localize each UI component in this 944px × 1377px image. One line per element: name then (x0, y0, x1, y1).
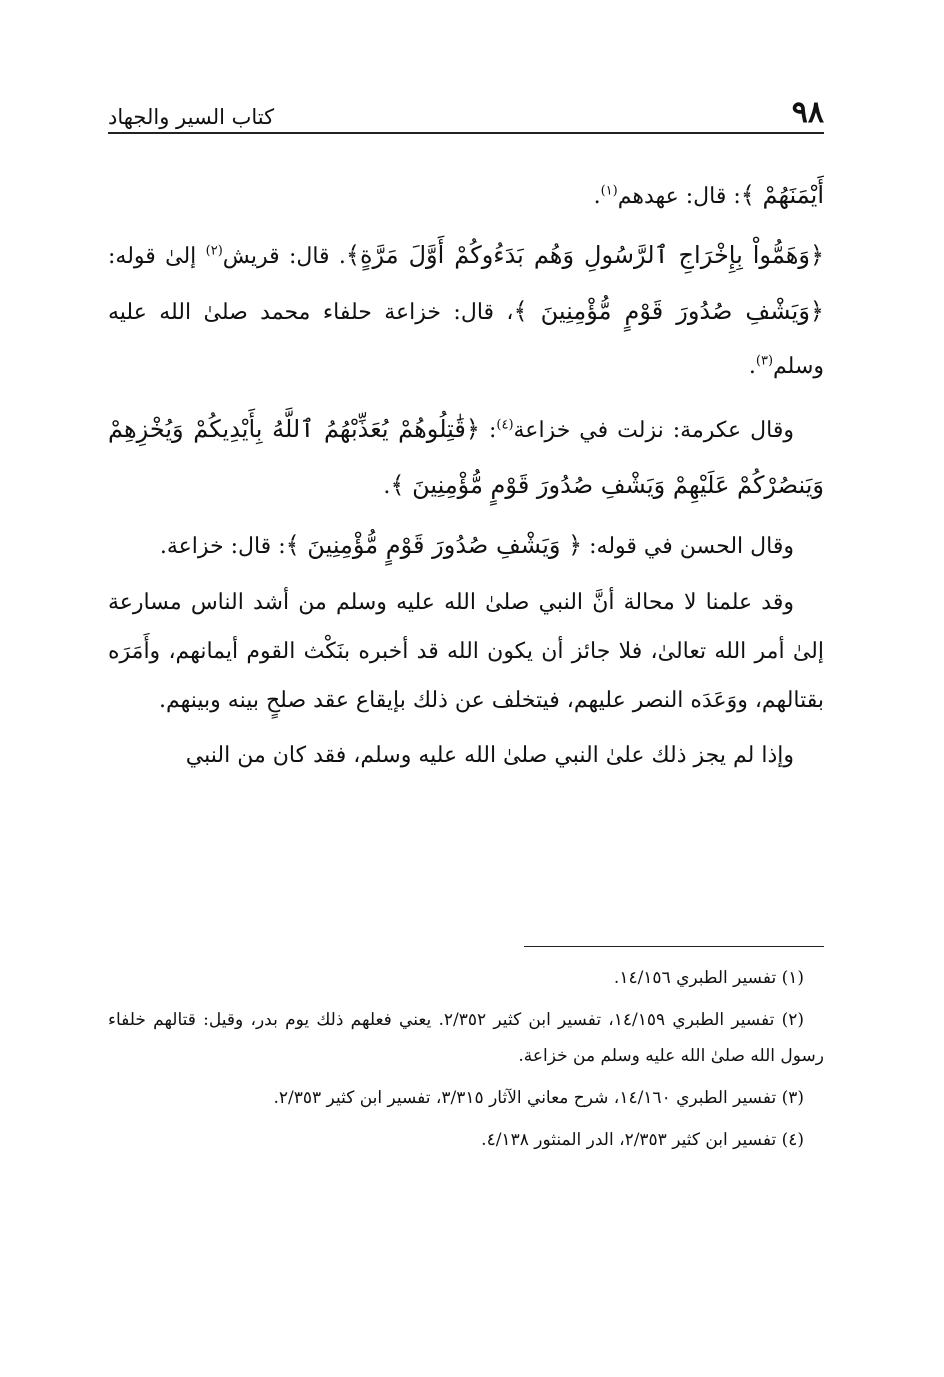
quran-verse: ﴿وَيَشْفِ صُدُورَ قَوْمٍ مُّؤْمِنِينَ ﴾ (513, 297, 824, 325)
paragraph-text: . قال: قريش (222, 244, 346, 269)
page-header (108, 88, 824, 134)
footnote-4: (٤) تفسير ابن كثير ٢/٣٥٣، الدر المنثور ٤/١٣٨. (481, 1130, 804, 1150)
paragraph-6 (108, 729, 824, 783)
quran-verse: أَيْمَنَهُمْ ﴾ (740, 181, 824, 209)
footnote-divider (524, 946, 824, 947)
paragraph-text: ، قال: خزاعة حلفاء محمد صلىٰ الله عليه وسلم (108, 300, 824, 379)
main-text (108, 168, 824, 783)
footnote-1: (١) تفسير الطبري ١٤/١٥٦. (613, 968, 804, 988)
footnote-ref: (٢) (205, 243, 223, 259)
paragraph-end: . (383, 474, 391, 499)
page-number: ٩٨ (791, 95, 824, 130)
paragraph-text: وإذا لم يجز ذلك علىٰ النبي صلىٰ الله عليه وسلم، فقد كان من النبي (185, 743, 794, 768)
footnote-ref: (٣) (755, 353, 774, 369)
footnote-2: (٢) تفسير الطبري ١٤/١٥٩، تفسير ابن كثير ٢/٣٥٢. يعني فعلهم ذلك يوم بدر، وقيل: قتالهم خلفاء رسول الله صلىٰ الله عليه وسلم من خزاعة. (108, 1010, 824, 1066)
paragraph-text: : (479, 418, 497, 443)
footnote-ref: (٤) (496, 417, 514, 433)
paragraph-end: . (593, 184, 601, 209)
quran-verse: ﴿وَهَمُّواْ بِإِخْرَاجِ ٱلرَّسُولِ وَهُم بَدَءُوكُمْ أَوَّلَ مَرَّةٍ﴾ (345, 241, 825, 269)
paragraph-text: إلىٰ قوله: (108, 244, 206, 269)
paragraph-4 (108, 518, 824, 574)
footnote-ref: (١) (600, 183, 618, 199)
paragraph-2 (108, 228, 824, 394)
quran-verse: ﴿ وَيَشْفِ صُدُورَ قَوْمٍ مُّؤْمِنِينَ ﴾ (285, 531, 583, 559)
footnotes (108, 960, 824, 1164)
paragraph-5 (108, 578, 824, 725)
footnote-3: (٣) تفسير الطبري ١٤/١٦٠، شرح معاني الآثار ٣/٣١٥، تفسير ابن كثير ٢/٣٥٣. (273, 1088, 804, 1108)
paragraph-text: وقال عكرمة: نزلت في خزاعة (513, 418, 795, 443)
paragraph-text: وقد علمنا لا محالة أنَّ النبي صلىٰ الله عليه وسلم من أشد الناس مسارعة إلىٰ أمر الله تعالىٰ، فلا جائز أن يكون الله قد أخبره بنَكْث القوم أيمانهم، وأَمَرَه بقتالهم، ووَعَدَه النصر عليهم، فيتخلف عن ذلك بإيقاع عقد صلحٍ بينه وبينهم. (108, 590, 824, 713)
paragraph-text: : قال: عهدهم (617, 184, 741, 209)
quran-verse: ﴿قَٰتِلُوهُمْ يُعَذِّبْهُمُ ٱللَّهُ بِأَيْدِيكُمْ وَيُخْزِهِمْ وَيَنصُرْكُمْ عَلَيْهِمْ وَيَشْفِ صُدُورَ قَوْمٍ مُّؤْمِنِينَ ﴾ (108, 415, 824, 499)
paragraph-text: وقال الحسن في قوله: (582, 534, 794, 559)
paragraph-1 (108, 168, 824, 224)
running-title: كتاب السير والجهاد (108, 105, 275, 129)
paragraph-text: : قال: خزاعة. (159, 534, 286, 559)
paragraph-3 (108, 402, 824, 514)
paragraph-end: . (748, 354, 756, 379)
